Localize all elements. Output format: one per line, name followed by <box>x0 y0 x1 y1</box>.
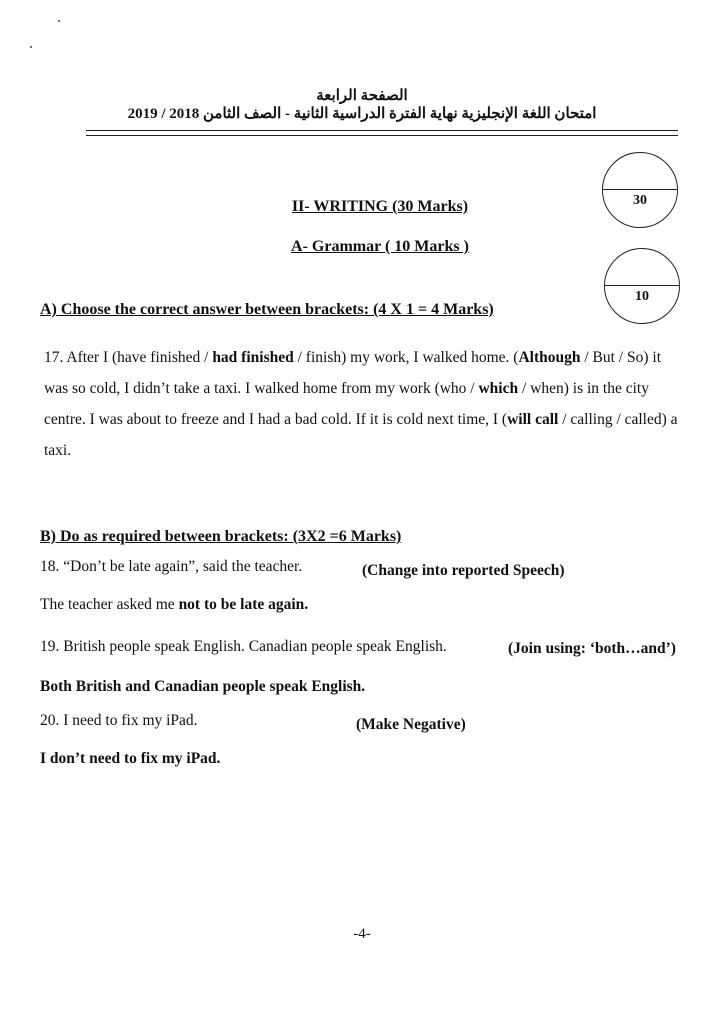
header-rule-bottom <box>86 135 678 136</box>
q18-instruction: (Change into reported Speech) <box>362 562 565 579</box>
q17-answer-1: had finished <box>212 349 294 366</box>
section-title: II- WRITING (30 Marks) <box>291 198 469 215</box>
part-b-title: B) Do as required between brackets: (3X2 =6 Marks) <box>40 528 402 545</box>
score-divider <box>605 285 679 286</box>
page-label-arabic: الصفحة الرابعة <box>316 88 408 104</box>
q18-question: 18. “Don’t be late again”, said the teacher. <box>40 558 303 575</box>
q17-answer-2: Although <box>518 349 581 366</box>
page-number: -4- <box>353 926 371 942</box>
score-divider <box>603 189 677 190</box>
q17-text: / calling / called) a taxi. <box>44 411 678 459</box>
q19-instruction: (Join using: ‘both…and’) <box>508 640 676 657</box>
q20-question: 20. I need to fix my iPad. <box>40 712 198 729</box>
header-rule-top <box>86 130 678 131</box>
q17-answer-4: will call <box>507 411 559 428</box>
q19-answer: Both British and Canadian people speak English. <box>40 678 366 695</box>
q18-answer-bold: not to be late again. <box>178 596 309 613</box>
grammar-score-circle <box>604 248 680 324</box>
section-subtitle: A- Grammar ( 10 Marks ) <box>291 238 469 255</box>
q17-answer-3: which <box>478 380 519 397</box>
writing-score-circle <box>602 152 678 228</box>
q17-text: / But / So) it was so cold, I didn’t take a taxi. I walked home from my work (who / <box>44 349 662 397</box>
q17-text: 17. After I (have finished / <box>44 349 213 366</box>
q20-instruction: (Make Negative) <box>356 716 466 733</box>
scan-speck <box>30 46 32 48</box>
q20-answer: I don’t need to fix my iPad. <box>40 750 221 767</box>
scan-speck <box>58 20 60 22</box>
q19-question: 19. British people speak English. Canadian people speak English. <box>40 638 447 655</box>
part-a-title: A) Choose the correct answer between brackets: (4 X 1 = 4 Marks) <box>40 301 494 318</box>
grammar-score-total: 10 <box>635 289 649 304</box>
writing-score-total: 30 <box>633 193 647 208</box>
q18-answer-text: The teacher asked me <box>40 596 179 613</box>
q17-text: / finish) my work, I walked home. ( <box>293 349 519 366</box>
q17-text: / when) is in the city centre. I was about to freeze and I had a bad cold. If it is cold next time, I ( <box>44 380 649 428</box>
q18-answer <box>40 596 308 614</box>
exam-title-arabic: امتحان اللغة الإنجليزية نهاية الفترة الدراسية الثانية - الصف الثامن 2018 / 2019 <box>127 106 597 122</box>
question-17 <box>44 342 684 466</box>
